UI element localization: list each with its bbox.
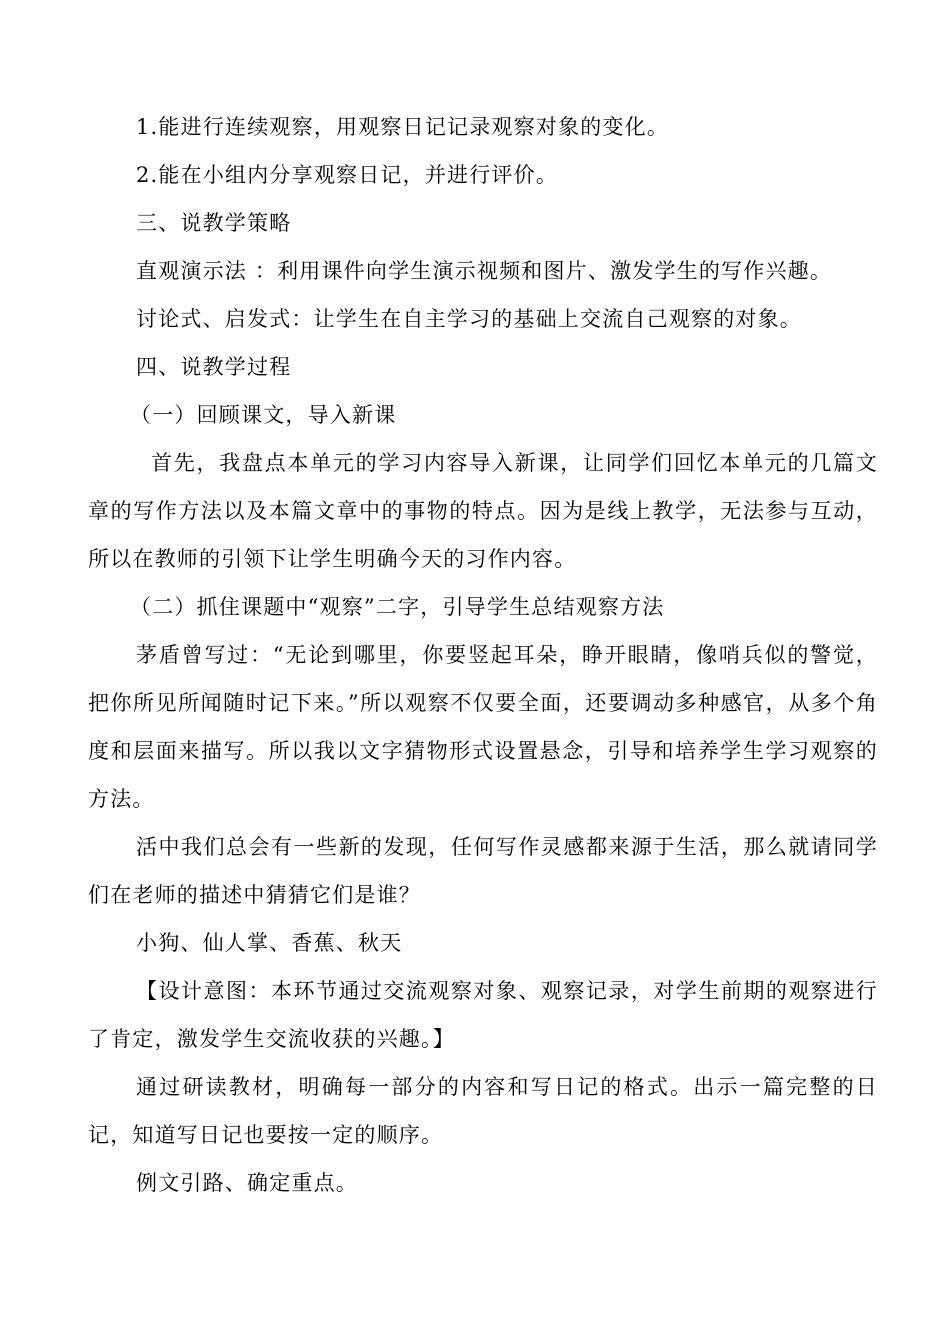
strategy-discussion: 讨论式、启发式：让学生在自主学习的基础上交流自己观察的对象。 — [136, 307, 802, 331]
subheading-observation: （二）抓住课题中“观察”二字，引导学生总结观察方法 — [130, 595, 665, 619]
strategy-demonstration: 直观演示法 ：利用课件向学生演示视频和图片、激发学生的写作兴趣。 — [136, 259, 833, 283]
section-heading-strategy: 三、说教学策略 — [136, 211, 292, 235]
objective-2: 2.能在小组内分享观察日记，并进行评价。 — [136, 163, 559, 187]
section-heading-process: 四、说教学过程 — [136, 355, 292, 379]
paragraph-maodun-quote: 茅盾曾写过：“无论到哪里，你要竖起耳朵，睁开眼睛，像哨兵似的警觉，把你所见所闻随时记下来。”所以观察不仅要全面，还要调动多种感官，从多个角度和层面来描写。所以我以文字猜物形式设置悬念，引导和培养学生学习观察的方法。 — [88, 643, 878, 811]
paragraph-textbook: 通过研读教材，明确每一部分的内容和写日记的格式。出示一篇完整的日记，知道写日记也要按一定的顺序。 — [88, 1075, 878, 1147]
paragraph-intro: 首先，我盘点本单元的学习内容导入新课，让同学们回忆本单元的几篇文章的写作方法以及本篇文章中的事物的特点。因为是线上教学，无法参与互动，所以在教师的引领下让学生明确今天的习作内容。 — [88, 451, 878, 571]
paragraph-guessing: 活中我们总会有一些新的发现，任何写作灵感都来源于生活，那么就请同学们在老师的描述中猜猜它们是谁？ — [88, 835, 878, 907]
objective-1: 1.能进行连续观察，用观察日记记录观察对象的变化。 — [136, 115, 670, 139]
subheading-review: （一）回顾课文，导入新课 — [130, 403, 397, 427]
paragraph-example: 例文引路、确定重点。 — [136, 1171, 358, 1195]
design-intent: 【设计意图：本环节通过交流观察对象、观察记录，对学生前期的观察进行了肯定，激发学生交流收获的兴趣。】 — [88, 979, 878, 1051]
guess-items: 小狗、仙人掌、香蕉、秋天 — [136, 931, 403, 955]
document-body — [88, 103, 878, 1207]
